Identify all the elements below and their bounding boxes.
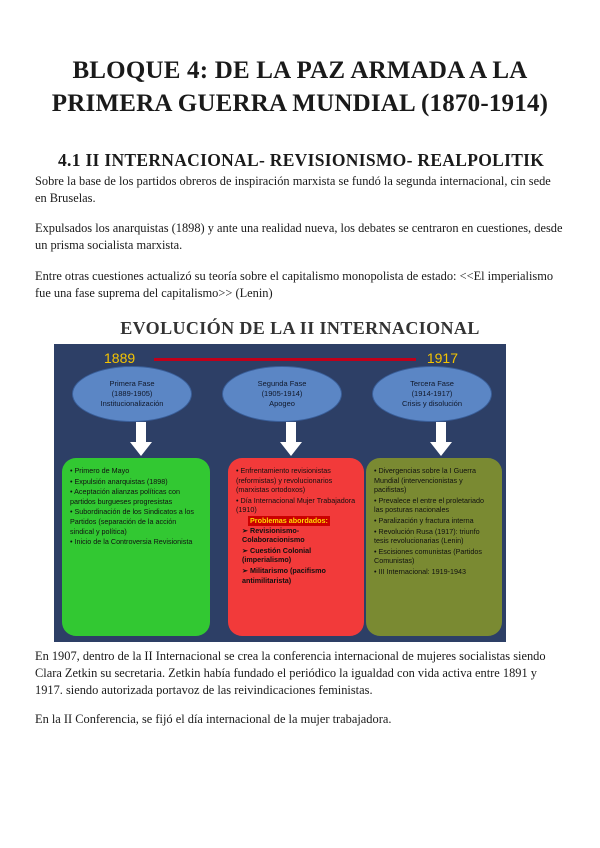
phase-2-name: Segunda Fase bbox=[257, 379, 307, 388]
problems-highlight: Problemas abordados: bbox=[250, 515, 328, 525]
phase-2-dates: (1905-1914) bbox=[261, 389, 303, 398]
paragraph-4: En 1907, dentro de la II Internacional se crea la conferencia internacional de mujeres socialistas siendo Clara Zetkin su secretaria. Zetkin había fundado el periódico la igualdad con vida activa entre 1891 y 1917. siendo autorizada portavoz de las reivindicaciones feministas. bbox=[35, 649, 546, 697]
evolution-diagram bbox=[54, 344, 506, 642]
title-line-2: PRIMERA GUERRA MUNDIAL (1870-1914) bbox=[51, 90, 549, 117]
arrow-down-icon bbox=[130, 422, 152, 456]
phase-1-item: • Primero de Mayo bbox=[70, 466, 202, 476]
phase-1-dates: (1889-1905) bbox=[111, 389, 153, 398]
phase-1-ellipse bbox=[72, 366, 192, 422]
phase-3-box bbox=[366, 458, 502, 636]
phase-2-box bbox=[228, 458, 364, 636]
paragraph-1: Sobre la base de los partidos obreros de inspiración marxista se fundó la segunda internacional, cin sede en Bruselas. bbox=[35, 174, 551, 205]
figure-heading: EVOLUCIÓN DE LA II INTERNACIONAL bbox=[120, 318, 480, 338]
phase-3-name: Tercera Fase bbox=[410, 379, 454, 388]
title-line-1: BLOQUE 4: DE LA PAZ ARMADA A LA bbox=[72, 57, 528, 84]
phase-1-item: • Subordinación de los Sindicatos a los Partidos (separación de la acción sindical y política) bbox=[70, 507, 202, 536]
section-heading: 4.1 II INTERNACIONAL- REVISIONISMO- REALPOLITIK bbox=[58, 150, 545, 170]
phase-3-item: • Prevalece el entre el proletariado las posturas nacionales bbox=[374, 496, 494, 515]
phase-1-label: Institucionalización bbox=[100, 399, 164, 408]
phase-2-ellipse bbox=[222, 366, 342, 422]
year-start: 1889 bbox=[104, 350, 136, 366]
phase-3-item: • Paralización y fractura interna bbox=[374, 516, 494, 526]
phase-1-item: • Aceptación alianzas políticas con partidos burgueses progresistas bbox=[70, 487, 202, 506]
phase-2-item: • Enfrentamiento revisionistas (reformistas) y revolucionarios (marxistas ortodoxos) bbox=[236, 466, 356, 495]
phase-1-name: Primera Fase bbox=[109, 379, 155, 388]
phase-2-subitem: ➢ Cuestión Colonial (imperialismo) bbox=[236, 546, 356, 565]
paragraph-3: Entre otras cuestiones actualizó su teoría sobre el capitalismo monopolista de estado: <<El imperialismo fue una fase suprema del capitalismo>> (Lenin) bbox=[35, 269, 554, 300]
phase-3-item: • Divergencias sobre la I Guerra Mundial (intervencionistas y pacifistas) bbox=[374, 466, 494, 495]
arrow-down-icon bbox=[280, 422, 302, 456]
timeline-bar bbox=[154, 358, 416, 361]
phase-3-item: • Revolución Rusa (1917): triunfo tesis revolucionarias (Lenin) bbox=[374, 527, 494, 546]
arrow-down-icon bbox=[430, 422, 452, 456]
phase-2-label: Apogeo bbox=[269, 399, 295, 408]
phase-1-item: • Expulsión anarquistas (1898) bbox=[70, 477, 202, 487]
phase-2-subitem: ➢ Revisionismo-Colaboracionismo bbox=[236, 526, 356, 545]
phase-1-item: • Inicio de la Controversia Revisionista bbox=[70, 537, 202, 547]
phase-3-dates: (1914-1917) bbox=[411, 389, 453, 398]
phase-3-label: Crisis y disolución bbox=[401, 399, 463, 408]
phase-3-ellipse bbox=[372, 366, 492, 422]
paragraph-5: En la II Conferencia, se fijó el día internacional de la mujer trabajadora. bbox=[35, 712, 392, 726]
document-title bbox=[0, 54, 600, 120]
phase-2-subitem: ➢ Militarismo (pacifismo antimilitarista) bbox=[236, 566, 356, 585]
paragraph-2: Expulsados los anarquistas (1898) y ante una realidad nueva, los debates se centraron en cuestiones, desde un prisma socialista marxista. bbox=[35, 221, 563, 252]
year-end: 1917 bbox=[426, 350, 458, 366]
phase-1-box bbox=[62, 458, 210, 636]
phase-2-item: • Día Internacional Mujer Trabajadora (1910) bbox=[236, 496, 356, 515]
phase-3-item: • Escisiones comunistas (Partidos Comunistas) bbox=[374, 547, 494, 566]
phase-3-item: • III Internacional: 1919-1943 bbox=[374, 567, 494, 577]
